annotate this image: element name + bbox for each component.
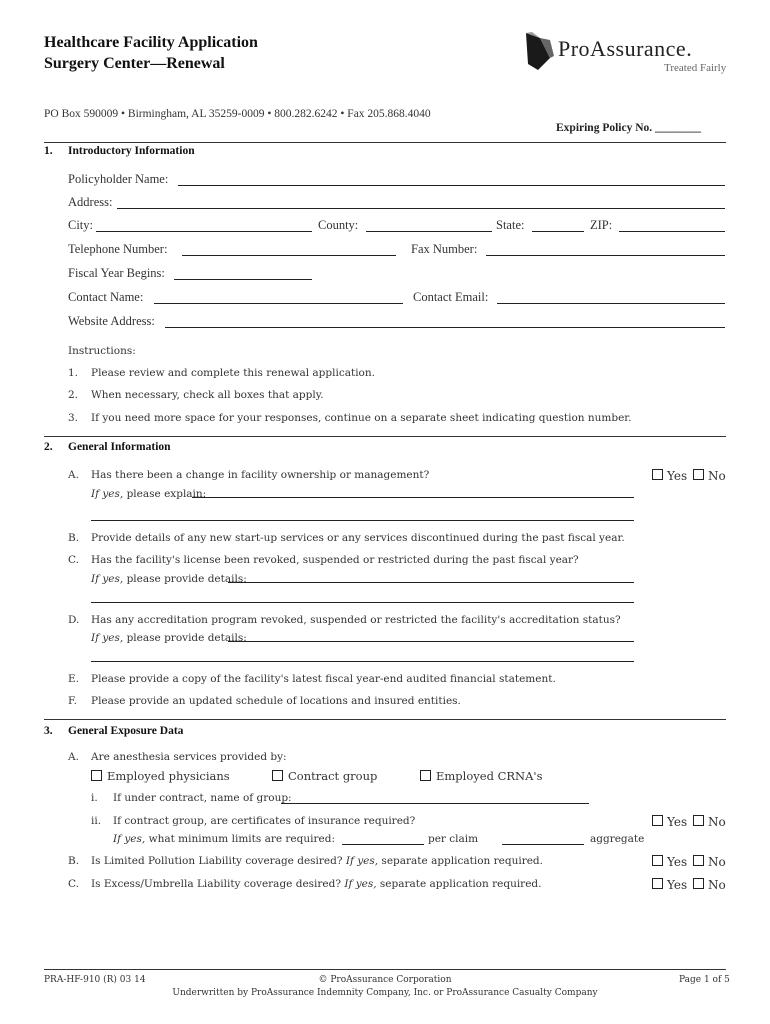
fiscal-year-label: Fiscal Year Begins: bbox=[68, 266, 165, 280]
question-letter: C. bbox=[68, 554, 79, 566]
if-yes-text: please provide details: bbox=[123, 632, 247, 644]
website-field[interactable] bbox=[165, 327, 725, 328]
section2-number: 2. bbox=[44, 441, 53, 453]
proassurance-logo-icon bbox=[520, 30, 556, 74]
details-field[interactable] bbox=[228, 582, 634, 583]
section-divider bbox=[44, 719, 726, 720]
instruction-text: When necessary, check all boxes that apply. bbox=[91, 389, 324, 401]
telephone-field[interactable] bbox=[182, 255, 396, 256]
logo-tagline: Treated Fairly bbox=[664, 62, 727, 74]
section1-title: Introductory Information bbox=[68, 145, 195, 157]
if-yes-label bbox=[91, 632, 247, 644]
if-yes-emphasis: If yes, bbox=[91, 632, 124, 644]
form-title-line1: Healthcare Facility Application bbox=[44, 34, 258, 51]
instruction-number: 2. bbox=[68, 389, 79, 401]
website-label: Website Address: bbox=[68, 314, 155, 328]
proassurance-logo-text: ProAssurance. bbox=[558, 36, 693, 61]
form-code: PRA-HF-910 (R) 03 14 bbox=[44, 975, 146, 985]
address-field[interactable] bbox=[117, 208, 725, 209]
question-letter: E. bbox=[68, 673, 80, 685]
yes-checkbox[interactable] bbox=[652, 855, 663, 866]
question-text-part: Is Limited Pollution Liability coverage desired? bbox=[91, 855, 346, 867]
question-text bbox=[91, 878, 541, 890]
section-divider bbox=[44, 436, 726, 437]
if-yes-text: please provide details: bbox=[123, 573, 247, 585]
question-text-part: Is Excess/Umbrella Liability coverage desired? bbox=[91, 878, 345, 890]
sub-item-number: i. bbox=[91, 792, 98, 804]
city-label: City: bbox=[68, 218, 94, 232]
question-text: Provide details of any new start-up services or any services discontinued during the past fiscal year. bbox=[91, 532, 625, 544]
state-label: State: bbox=[496, 218, 525, 232]
policyholder-name-field[interactable] bbox=[178, 185, 725, 186]
details-field-continued[interactable] bbox=[91, 602, 634, 603]
section1-number: 1. bbox=[44, 145, 53, 157]
contract-group-label: Contract group bbox=[288, 769, 378, 783]
no-label: No bbox=[708, 878, 726, 892]
if-yes-label bbox=[91, 573, 247, 585]
instruction-text: If you need more space for your responses, continue on a separate sheet indicating question number. bbox=[91, 412, 632, 424]
employed-crna-label: Employed CRNA's bbox=[436, 769, 543, 783]
group-name-field[interactable] bbox=[281, 803, 589, 804]
telephone-label: Telephone Number: bbox=[68, 242, 168, 256]
form-title-line2: Surgery Center—Renewal bbox=[44, 55, 225, 72]
yes-label: Yes bbox=[667, 855, 688, 869]
if-yes-emphasis: If yes, bbox=[91, 573, 124, 585]
section-divider bbox=[44, 142, 726, 143]
no-label: No bbox=[708, 855, 726, 869]
underwritten-by: Underwritten by ProAssurance Indemnity Company, Inc. or ProAssurance Casualty Company bbox=[172, 988, 598, 998]
question-text-part: separate application required. bbox=[376, 878, 542, 890]
fax-label: Fax Number: bbox=[411, 242, 478, 256]
explain-field[interactable] bbox=[192, 497, 634, 498]
if-yes-text: please explain: bbox=[123, 488, 207, 500]
instruction-number: 3. bbox=[68, 412, 79, 424]
page-number: Page 1 of 5 bbox=[679, 975, 730, 985]
question-text-part: separate application required. bbox=[378, 855, 543, 867]
contact-name-label: Contact Name: bbox=[68, 290, 144, 304]
contact-email-label: Contact Email: bbox=[413, 290, 489, 304]
employed-physicians-checkbox[interactable] bbox=[91, 770, 102, 781]
policyholder-name-label: Policyholder Name: bbox=[68, 172, 169, 186]
if-yes-text: what minimum limits are required: bbox=[145, 833, 335, 845]
section3-number: 3. bbox=[44, 725, 53, 737]
if-yes-emphasis: If yes, bbox=[113, 833, 146, 845]
question-letter: F. bbox=[68, 695, 77, 707]
fax-field[interactable] bbox=[486, 255, 725, 256]
instruction-text: Please review and complete this renewal application. bbox=[91, 367, 375, 379]
fiscal-year-field[interactable] bbox=[174, 279, 312, 280]
question-letter: B. bbox=[68, 532, 80, 544]
county-label: County: bbox=[318, 218, 359, 232]
expiring-policy-label: Expiring Policy No. ________ bbox=[556, 122, 702, 134]
no-checkbox[interactable] bbox=[693, 815, 704, 826]
instruction-number: 1. bbox=[68, 367, 79, 379]
contact-email-field[interactable] bbox=[497, 303, 725, 304]
question-text: Has there been a change in facility ownership or management? bbox=[91, 469, 430, 481]
if-yes-label bbox=[91, 488, 206, 500]
contact-name-field[interactable] bbox=[154, 303, 403, 304]
copyright: © ProAssurance Corporation bbox=[318, 975, 452, 985]
if-yes-emphasis: If yes, bbox=[345, 855, 379, 867]
question-letter: C. bbox=[68, 878, 79, 890]
limits-label bbox=[113, 833, 335, 845]
contract-group-checkbox[interactable] bbox=[272, 770, 283, 781]
details-field-continued[interactable] bbox=[91, 661, 634, 662]
details-field[interactable] bbox=[228, 641, 634, 642]
county-field[interactable] bbox=[366, 231, 492, 232]
sub-item-text: If under contract, name of group: bbox=[113, 792, 292, 804]
aggregate-field[interactable] bbox=[502, 844, 584, 845]
sub-item-text: If contract group, are certificates of insurance required? bbox=[113, 815, 416, 827]
employed-physicians-label: Employed physicians bbox=[107, 769, 230, 783]
if-yes-emphasis: If yes, bbox=[91, 488, 124, 500]
per-claim-field[interactable] bbox=[342, 844, 424, 845]
section3-title: General Exposure Data bbox=[68, 725, 184, 737]
no-checkbox[interactable] bbox=[693, 855, 704, 866]
question-text: Has any accreditation program revoked, suspended or restricted the facility's accreditation status? bbox=[91, 614, 621, 626]
employed-crna-checkbox[interactable] bbox=[420, 770, 431, 781]
sub-item-number: ii. bbox=[91, 815, 102, 827]
question-text: Please provide an updated schedule of locations and insured entities. bbox=[91, 695, 461, 707]
yes-label: Yes bbox=[667, 469, 688, 483]
no-label: No bbox=[708, 469, 726, 483]
question-text: Are anesthesia services provided by: bbox=[91, 751, 287, 763]
state-field[interactable] bbox=[532, 231, 584, 232]
no-label: No bbox=[708, 815, 726, 829]
yes-checkbox[interactable] bbox=[652, 815, 663, 826]
aggregate-label: aggregate bbox=[590, 833, 645, 845]
address-label: Address: bbox=[68, 195, 113, 209]
yes-label: Yes bbox=[667, 815, 688, 829]
question-letter: B. bbox=[68, 855, 80, 867]
instructions-label: Instructions: bbox=[68, 345, 136, 357]
zip-field[interactable] bbox=[619, 231, 725, 232]
per-claim-label: per claim bbox=[428, 833, 479, 845]
question-text: Has the facility's license been revoked, suspended or restricted during the past fiscal year? bbox=[91, 554, 579, 566]
no-checkbox[interactable] bbox=[693, 878, 704, 889]
if-yes-emphasis: If yes, bbox=[344, 878, 377, 890]
footer-divider bbox=[44, 969, 726, 970]
yes-checkbox[interactable] bbox=[652, 469, 663, 480]
question-letter: D. bbox=[68, 614, 80, 626]
contact-address: PO Box 590009 • Birmingham, AL 35259-0009 • 800.282.6242 • Fax 205.868.4040 bbox=[44, 108, 431, 120]
question-text bbox=[91, 855, 543, 867]
no-checkbox[interactable] bbox=[693, 469, 704, 480]
question-text: Please provide a copy of the facility's latest fiscal year-end audited financial statement. bbox=[91, 673, 556, 685]
explain-field-continued[interactable] bbox=[91, 520, 634, 521]
city-field[interactable] bbox=[96, 231, 312, 232]
question-letter: A. bbox=[68, 469, 79, 481]
section2-title: General Information bbox=[68, 441, 171, 453]
yes-label: Yes bbox=[667, 878, 688, 892]
zip-label: ZIP: bbox=[590, 218, 613, 232]
question-letter: A. bbox=[68, 751, 79, 763]
yes-checkbox[interactable] bbox=[652, 878, 663, 889]
